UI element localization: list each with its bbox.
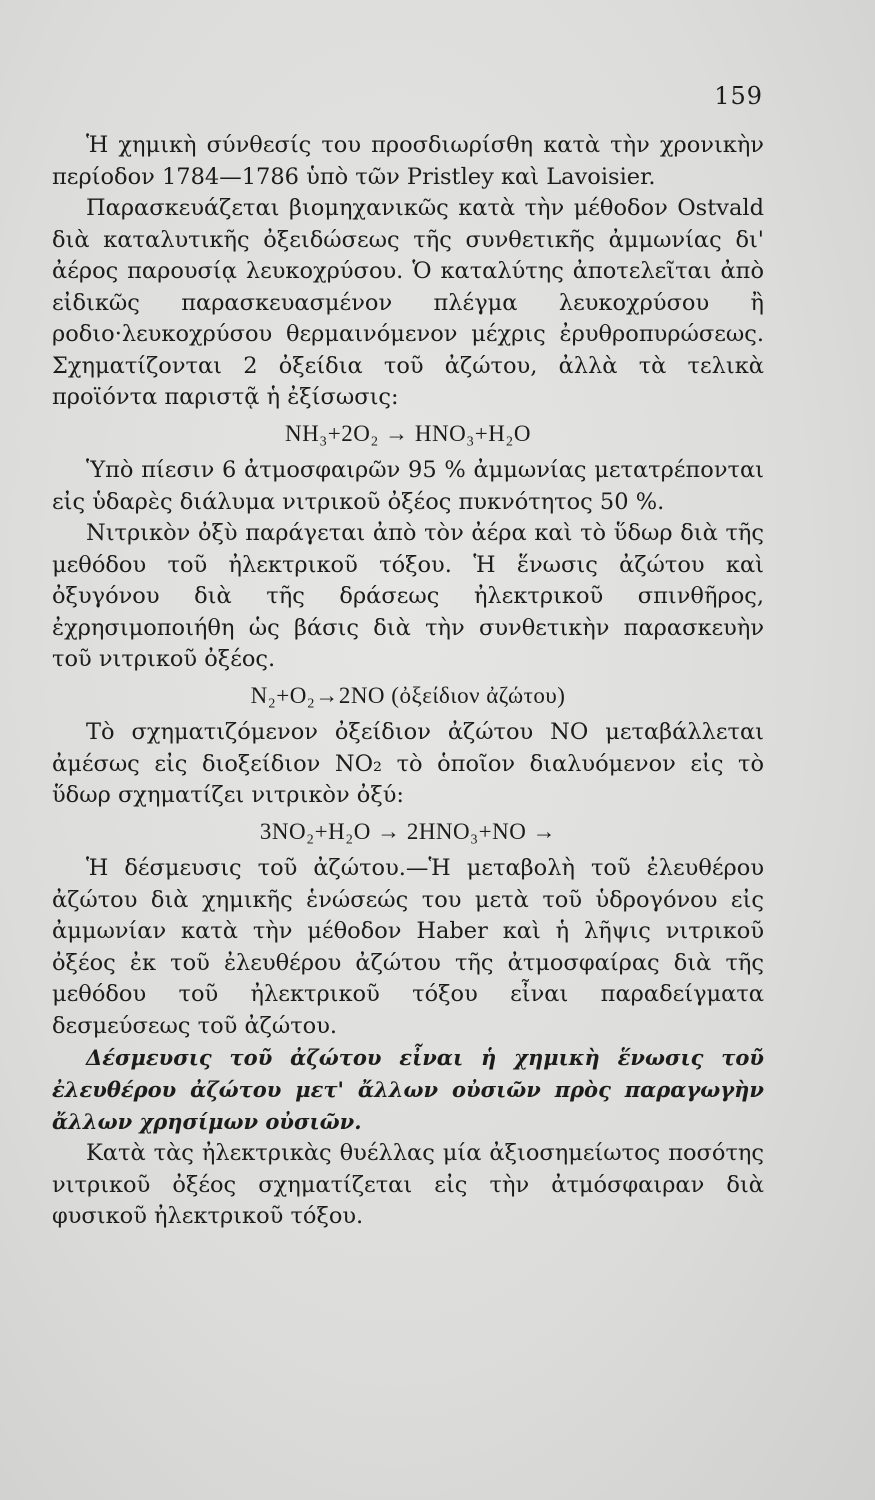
paragraph-pressure-yield: Ὑπὸ πίεσιν 6 ἀτμοσφαιρῶν 95 % ἀμμωνίας μετατρέπονται εἰς ὑδαρὲς διάλυμα νιτρικοῦ ὀξέος πυκνότητος 50 %.	[52, 457, 764, 515]
definition-nitrogen-fixation: Δέσμευσις τοῦ ἀζώτου εἶναι ἡ χημικὴ ἕνωσις τοῦ ἐλευθέρου ἀζώτου μετ' ἄλλων οὐσιῶν πρὸς παραγωγὴν ἄλλων χρησίμων οὐσιῶν.	[52, 1045, 764, 1134]
page-number: 159	[714, 82, 763, 110]
equation-nitric-acid: 3NO₂+H₂O → 2HNO₃+NO →	[259, 818, 557, 844]
page-body	[52, 130, 764, 1233]
paragraph-history: Ἡ χημικὴ σύνθεσίς του προσδιωρίσθη κατὰ τὴν χρονικὴν περίοδον 1784—1786 ὑπὸ τῶν Pristley καὶ Lavoisier.	[52, 132, 764, 190]
equation-nitric-oxide: N₂+O₂→2NO (ὀξείδιον ἀζώτου)	[250, 682, 566, 708]
paragraph-electric-arc: Νιτρικὸν ὀξὺ παράγεται ἀπὸ τὸν ἀέρα καὶ τὸ ὕδωρ διὰ τῆς μεθόδου τοῦ ἠλεκτρικοῦ τόξου. Ἡ ἕνωσις ἀζώτου καὶ ὀξυγόνου διὰ τῆς δράσεως ἠλεκτρικοῦ σπινθῆρος, ἐχρησιμοποιήθη ὡς βάσις διὰ τὴν συνθετικὴν παρασκευὴν τοῦ νιτρικοῦ ὀξέος.	[52, 520, 764, 672]
paragraph-thunderstorms: Κατὰ τὰς ἠλεκτρικὰς θυέλλας μία ἀξιοσημείωτος ποσότης νιτρικοῦ ὀξέος σχηματίζεται εἰς τὴν ἀτμόσφαιραν διὰ φυσικοῦ ἠλεκτρικοῦ τόξου.	[52, 1140, 764, 1229]
paragraph-no2-formation: Τὸ σχηματιζόμενον ὀξείδιον ἀζώτου NO μεταβάλλεται ἀμέσως εἰς διοξείδιον NO₂ τὸ ὁποῖον διαλυόμενον εἰς τὸ ὕδωρ σχηματίζει νιτρικὸν ὀξύ:	[52, 719, 764, 808]
paragraph-nitrogen-fixation: Ἡ δέσμευσις τοῦ ἀζώτου.—Ἡ μεταβολὴ τοῦ ἐλευθέρου ἀζώτου διὰ χημικῆς ἑνώσεώς του μετὰ τοῦ ὑδρογόνου εἰς ἀμμωνίαν κατὰ τὴν μέθοδον Haber καὶ ἡ λῆψις νιτρικοῦ ὀξέος ἐκ τοῦ ἐλευθέρου ἀζώτου τῆς ἀτμοσφαίρας διὰ τῆς μεθόδου τοῦ ἠλεκτρικοῦ τόξου εἶναι παραδείγματα δεσμεύσεως τοῦ ἀζώτου.	[52, 855, 764, 1039]
paragraph-ostwald-method: Παρασκευάζεται βιομηχανικῶς κατὰ τὴν μέθοδον Ostvald διὰ καταλυτικῆς ὀξειδώσεως τῆς συνθετικῆς ἀμμωνίας δι' ἀέρος παρουσίᾳ λευκοχρύσου. Ὁ καταλύτης ἀποτελεῖται ἀπὸ εἰδικῶς παρασκευασμένον πλέγμα λευκοχρύσου ἢ ροδιο·λευκοχρύσου θερμαινόμενον μέχρις ἐρυθροπυρώσεως. Σχηματίζονται 2 ὀξείδια τοῦ ἀζώτου, ἀλλὰ τὰ τελικὰ προϊόντα παριστᾷ ἡ ἐξίσωσις:	[52, 195, 764, 410]
equation-ammonia-oxidation: NH₃+2O₂ → HNO₃+H₂O	[285, 420, 531, 446]
